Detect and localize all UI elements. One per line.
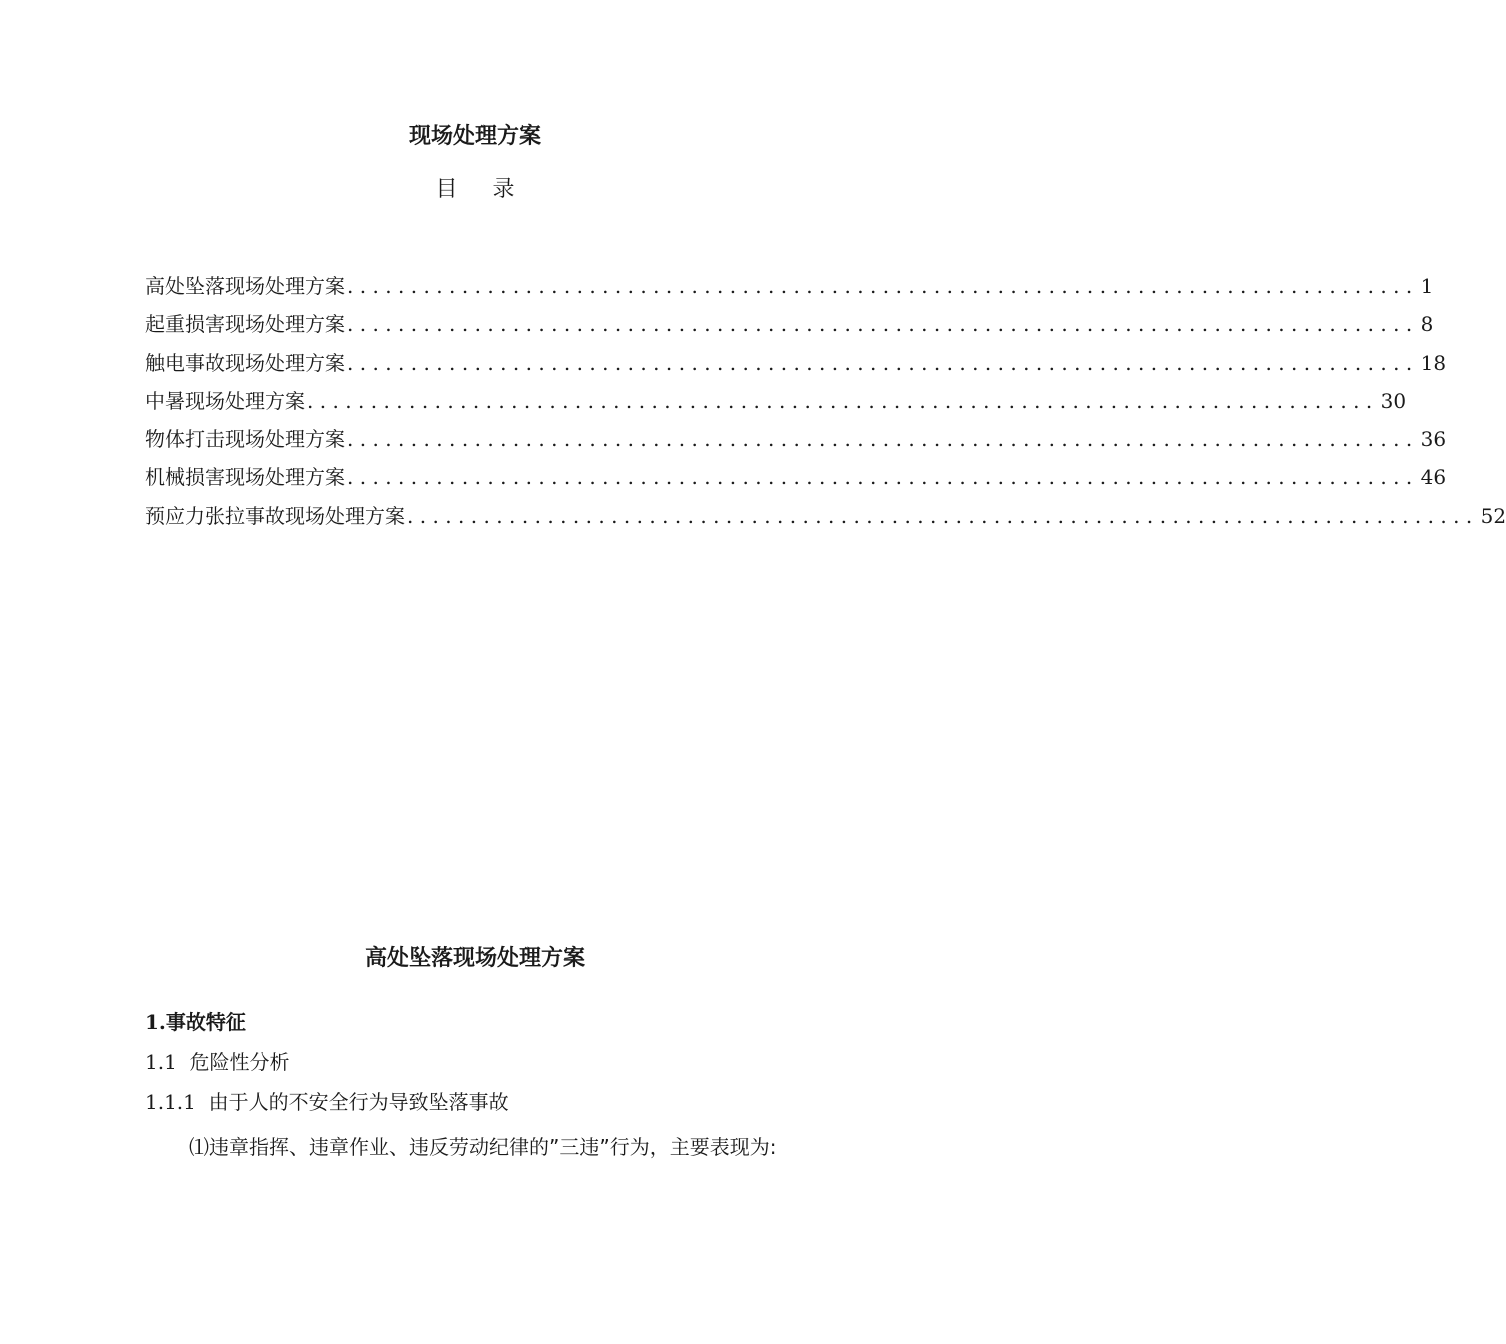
toc-entry-page: 46 [1420, 465, 1447, 490]
toc-entry-title: 物体打击现场处理方案 [145, 427, 345, 452]
heading-text: 由于人的不安全行为导致坠落事故 [208, 1090, 509, 1114]
toc-leader-dots: .................................................................................... [347, 427, 1419, 452]
toc-entry-title: 触电事故现场处理方案 [145, 350, 345, 375]
toc-entry-title: 起重损害现场处理方案 [145, 312, 345, 337]
toc-heading: 目 录 [435, 177, 529, 202]
heading-number: 1.1 [145, 1050, 177, 1074]
heading-number: 1.1.1 [145, 1090, 196, 1114]
toc-entry[interactable] [145, 423, 1447, 461]
toc-entry-page: 36 [1420, 427, 1447, 452]
toc-entry[interactable] [145, 270, 1434, 308]
heading-text: 事故特征 [165, 1010, 246, 1034]
heading-level-2 [145, 1047, 810, 1077]
heading-level-3 [145, 1087, 810, 1117]
toc-leader-dots: .................................................................................... [347, 465, 1419, 490]
toc-entry-title: 中暑现场处理方案 [145, 388, 305, 413]
toc-entry-title: 高处坠落现场处理方案 [145, 274, 345, 298]
table-of-contents [145, 270, 1506, 538]
toc-entry[interactable] [145, 385, 1407, 423]
list-marker: ⑴ [189, 1135, 209, 1159]
toc-entry[interactable] [145, 308, 1434, 346]
body-paragraph [145, 1127, 810, 1167]
toc-leader-dots: .................................................................................... [347, 350, 1419, 375]
toc-leader-dots: .................................................................................... [347, 274, 1419, 298]
toc-leader-dots: .................................................................................... [307, 388, 1379, 413]
heading-level-1 [145, 1007, 810, 1037]
toc-leader-dots: .................................................................................... [347, 312, 1419, 337]
toc-entry[interactable] [145, 461, 1447, 499]
toc-entry-page: 1 [1420, 274, 1434, 298]
paragraph-text: 违章指挥、违章作业、违反劳动纪律的”三违”行为，主要表现为: [209, 1135, 777, 1159]
toc-leader-dots: .................................................................................... [407, 503, 1479, 528]
heading-text: 危险性分析 [189, 1050, 290, 1074]
document-title: 现场处理方案 [408, 124, 541, 149]
toc-entry-page: 18 [1420, 350, 1447, 375]
toc-entry[interactable] [145, 500, 1506, 538]
toc-entry-title: 机械损害现场处理方案 [145, 465, 345, 490]
toc-entry-page: 8 [1420, 312, 1434, 337]
toc-entry-title: 预应力张拉事故现场处理方案 [145, 503, 405, 528]
toc-entry-page: 30 [1380, 388, 1407, 413]
heading-number: 1. [145, 1010, 166, 1034]
toc-entry-page: 52 [1480, 503, 1506, 528]
toc-entry[interactable] [145, 347, 1447, 385]
section-title: 高处坠落现场处理方案 [364, 946, 585, 971]
